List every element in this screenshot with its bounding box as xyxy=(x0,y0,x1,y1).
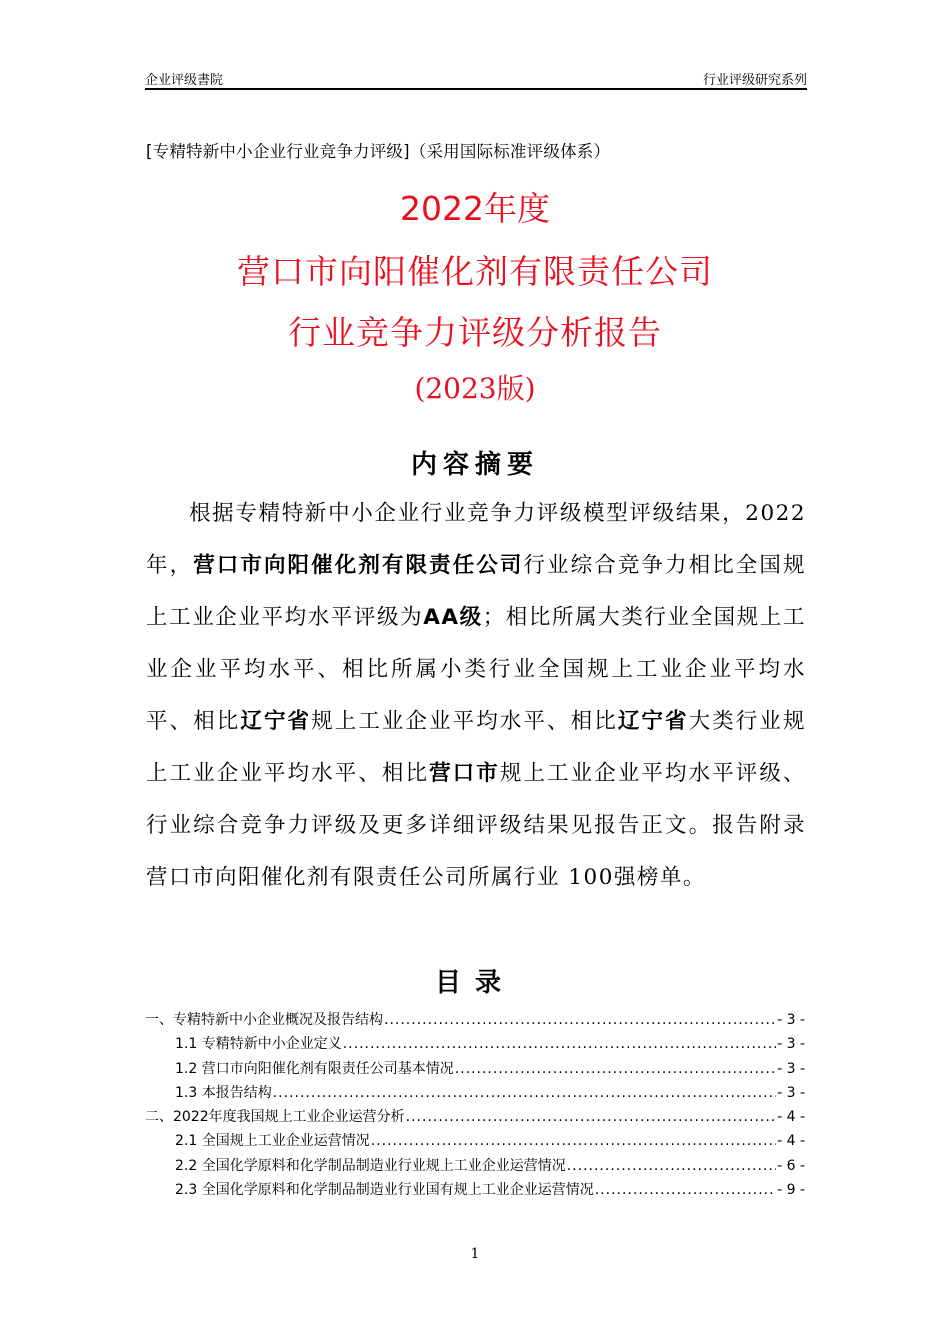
summary-emphasis: 辽宁省 xyxy=(617,709,689,734)
summary-heading: 内容摘要 xyxy=(410,450,539,480)
toc-leader-dots xyxy=(406,1109,776,1125)
toc-leader-dots xyxy=(455,1061,776,1077)
toc-entry[interactable] xyxy=(145,1106,805,1130)
toc-entry-page: - 6 - xyxy=(777,1157,805,1174)
toc-entry-page: - 9 - xyxy=(777,1182,805,1199)
toc-entry[interactable] xyxy=(145,1033,805,1057)
toc-entry-page: - 3 - xyxy=(777,1060,805,1077)
title-edition: (2023版) xyxy=(414,372,536,405)
toc-entry-label: 1.3 本报告结构 xyxy=(175,1084,272,1101)
toc-entry-page: - 3 - xyxy=(777,1036,805,1053)
table-of-contents xyxy=(145,1009,805,1203)
summary-text: ；相比所属大类行业全国规上工业企业平均水平、相比所属小类行业全国规上工业企业平均水平、相比 xyxy=(146,605,806,734)
toc-leader-dots xyxy=(595,1182,776,1198)
toc-entry[interactable] xyxy=(145,1009,805,1033)
title-report: 行业竞争力评级分析报告 xyxy=(288,313,662,352)
report-tagline: [专精特新中小企业行业竞争力评级]（采用国际标准评级体系） xyxy=(146,142,611,161)
toc-leader-dots xyxy=(384,1012,776,1028)
header-series: 行业评级研究系列 xyxy=(702,73,807,88)
toc-entry-label: 1.2 营口市向阳催化剂有限责任公司基本情况 xyxy=(175,1060,454,1077)
title-company: 营口市向阳催化剂有限责任公司 xyxy=(237,252,713,291)
summary-text: 规上工业企业平均水平、相比 xyxy=(311,709,618,734)
toc-leader-dots xyxy=(343,1036,776,1052)
summary-text: 大类行业规上工业企业平均水平、相比 xyxy=(146,709,806,786)
toc-entry-page: - 3 - xyxy=(777,1012,805,1028)
toc-entry-label: 1.1 专精特新中小企业定义 xyxy=(175,1036,342,1053)
toc-leader-dots xyxy=(371,1133,776,1149)
page-number: 1 xyxy=(470,1246,480,1262)
toc-heading: 目录 xyxy=(434,968,515,998)
toc-entry[interactable] xyxy=(145,1082,805,1106)
toc-entry[interactable] xyxy=(145,1155,805,1179)
page-header xyxy=(145,66,807,90)
toc-entry-label: 一、专精特新中小企业概况及报告结构 xyxy=(145,1012,383,1028)
summary-text: 行业综合竞争力相比全国规上工业企业平均水平评级为 xyxy=(146,553,806,630)
toc-leader-dots xyxy=(273,1085,776,1101)
toc-entry-label: 2.1 全国规上工业企业运营情况 xyxy=(175,1133,370,1150)
summary-text: 规上工业企业平均水平评级、行业综合竞争力评级及更多详细评级结果见报告正文。报告附录营口市向阳催化剂有限责任公司所属行业 100强榜单。 xyxy=(146,761,806,890)
toc-leader-dots xyxy=(567,1158,776,1174)
summary-text: 根据专精特新中小企业行业竞争力评级模型评级结果，2022年， xyxy=(146,501,806,578)
summary-emphasis: AA级 xyxy=(423,605,483,630)
toc-entry[interactable] xyxy=(145,1058,805,1082)
summary-emphasis: 营口市 xyxy=(429,761,500,786)
summary-emphasis: 辽宁省 xyxy=(240,709,312,734)
summary-emphasis: 营口市向阳催化剂有限责任公司 xyxy=(193,553,524,578)
toc-entry-label: 二、2022年度我国规上工业企业运营分析 xyxy=(145,1109,405,1126)
toc-entry[interactable] xyxy=(145,1130,805,1154)
toc-entry-page: - 3 - xyxy=(777,1084,805,1101)
toc-entry-label: 2.2 全国化学原料和化学制品制造业行业规上工业企业运营情况 xyxy=(175,1157,566,1174)
toc-entry-page: - 4 - xyxy=(777,1109,805,1126)
title-year: 2022年度 xyxy=(400,189,550,228)
toc-entry[interactable] xyxy=(145,1179,805,1203)
toc-entry-page: - 4 - xyxy=(777,1133,805,1150)
toc-entry-label: 2.3 全国化学原料和化学制品制造业行业国有规上工业企业运营情况 xyxy=(175,1182,594,1199)
header-publisher: 企业评级書院 xyxy=(145,73,224,88)
summary-paragraph xyxy=(146,488,806,904)
